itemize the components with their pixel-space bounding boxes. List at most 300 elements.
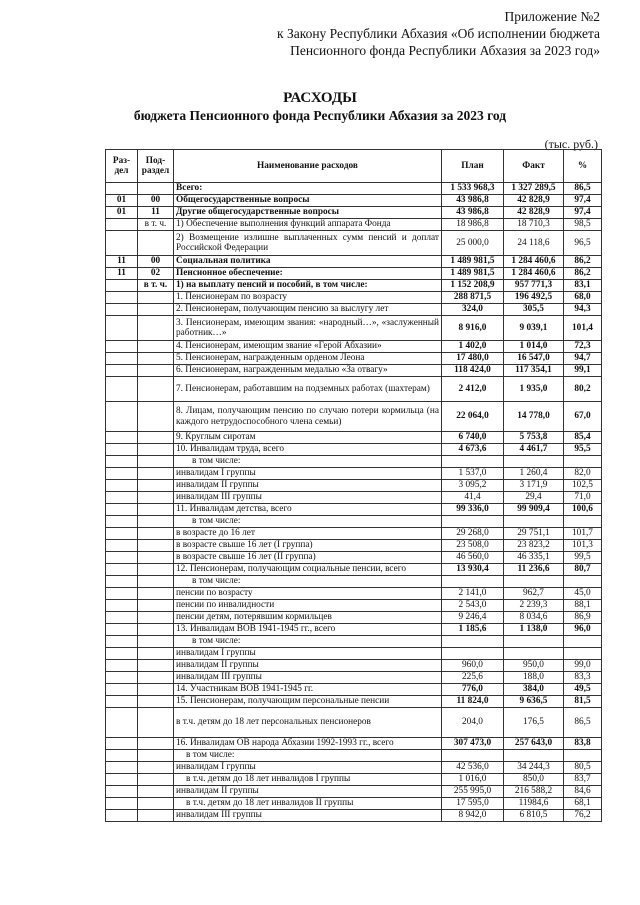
plan-cell: 1 152 208,9 bbox=[442, 280, 504, 292]
table-row bbox=[106, 292, 602, 304]
table-row bbox=[106, 612, 602, 624]
pct-cell: 80,5 bbox=[564, 762, 602, 774]
razdel-cell bbox=[106, 183, 138, 195]
podrazdel-cell bbox=[138, 341, 174, 353]
name-cell: инвалидам II группы bbox=[174, 480, 442, 492]
plan-cell: 1 016,0 bbox=[442, 774, 504, 786]
name-cell: в том числе: bbox=[174, 576, 442, 588]
pct-cell: 94,3 bbox=[564, 304, 602, 316]
header-plan: План bbox=[442, 150, 504, 183]
podrazdel-cell bbox=[138, 648, 174, 660]
name-cell: 4. Пенсионерам, имеющим звание «Герой Абхазии» bbox=[174, 341, 442, 353]
fact-cell: 2 239,3 bbox=[504, 600, 564, 612]
plan-cell: 18 986,8 bbox=[442, 219, 504, 231]
plan-cell: 99 336,0 bbox=[442, 504, 504, 516]
appendix-law-ref: к Закону Республики Абхазия «Об исполнении бюджета bbox=[277, 26, 600, 41]
razdel-cell bbox=[106, 341, 138, 353]
pct-cell: 97,4 bbox=[564, 207, 602, 219]
pct-cell: 83,8 bbox=[564, 738, 602, 750]
podrazdel-cell: 02 bbox=[138, 268, 174, 280]
fact-cell: 196 492,5 bbox=[504, 292, 564, 304]
pct-cell: 83,7 bbox=[564, 774, 602, 786]
name-cell: пенсии по инвалидности bbox=[174, 600, 442, 612]
name-cell: инвалидам II группы bbox=[174, 786, 442, 798]
pct-cell: 80,2 bbox=[564, 377, 602, 402]
plan-cell: 204,0 bbox=[442, 708, 504, 738]
razdel-cell bbox=[106, 280, 138, 292]
table-row bbox=[106, 444, 602, 456]
table-row bbox=[106, 588, 602, 600]
fact-cell: 24 118,6 bbox=[504, 231, 564, 256]
podrazdel-cell bbox=[138, 552, 174, 564]
table-row bbox=[106, 341, 602, 353]
razdel-cell bbox=[106, 528, 138, 540]
table-row bbox=[106, 183, 602, 195]
name-cell: инвалидам II группы bbox=[174, 660, 442, 672]
plan-cell: 3 095,2 bbox=[442, 480, 504, 492]
pct-cell bbox=[564, 648, 602, 660]
table-row bbox=[106, 504, 602, 516]
podrazdel-cell: 00 bbox=[138, 256, 174, 268]
pct-cell: 68,0 bbox=[564, 292, 602, 304]
header-razdel: Раз-дел bbox=[106, 150, 138, 183]
name-cell: Общегосударственные вопросы bbox=[174, 195, 442, 207]
table-row bbox=[106, 377, 602, 402]
table-row bbox=[106, 648, 602, 660]
table-row bbox=[106, 798, 602, 810]
razdel-cell bbox=[106, 762, 138, 774]
fact-cell: 29 751,1 bbox=[504, 528, 564, 540]
podrazdel-cell bbox=[138, 708, 174, 738]
razdel-cell bbox=[106, 810, 138, 822]
name-cell: 1) Обеспечение выполнения функций аппарата Фонда bbox=[174, 219, 442, 231]
podrazdel-cell bbox=[138, 540, 174, 552]
fact-cell: 850,0 bbox=[504, 774, 564, 786]
podrazdel-cell: в т. ч. bbox=[138, 219, 174, 231]
podrazdel-cell bbox=[138, 528, 174, 540]
podrazdel-cell bbox=[138, 377, 174, 402]
table-row bbox=[106, 219, 602, 231]
fact-cell bbox=[504, 456, 564, 468]
razdel-cell: 11 bbox=[106, 268, 138, 280]
podrazdel-cell bbox=[138, 504, 174, 516]
table-row bbox=[106, 786, 602, 798]
name-cell: в том числе: bbox=[174, 456, 442, 468]
plan-cell bbox=[442, 516, 504, 528]
podrazdel-cell bbox=[138, 672, 174, 684]
appendix-header bbox=[180, 8, 600, 59]
pct-cell: 95,5 bbox=[564, 444, 602, 456]
header-pct: % bbox=[564, 150, 602, 183]
podrazdel-cell bbox=[138, 353, 174, 365]
fact-cell: 5 753,8 bbox=[504, 432, 564, 444]
header-name: Наименование расходов bbox=[174, 150, 442, 183]
name-cell: 8. Лицам, получающим пенсию по случаю потери кормильца (на каждого нетрудоспособного члена семьи) bbox=[174, 402, 442, 432]
fact-cell: 950,0 bbox=[504, 660, 564, 672]
pct-cell: 86,5 bbox=[564, 183, 602, 195]
razdel-cell bbox=[106, 444, 138, 456]
plan-cell: 23 508,0 bbox=[442, 540, 504, 552]
pct-cell: 71,0 bbox=[564, 492, 602, 504]
razdel-cell bbox=[106, 432, 138, 444]
plan-cell: 46 560,0 bbox=[442, 552, 504, 564]
fact-cell: 4 461,7 bbox=[504, 444, 564, 456]
pct-cell: 88,1 bbox=[564, 600, 602, 612]
razdel-cell bbox=[106, 576, 138, 588]
fact-cell: 42 828,9 bbox=[504, 195, 564, 207]
podrazdel-cell bbox=[138, 684, 174, 696]
pct-cell bbox=[564, 456, 602, 468]
table-row bbox=[106, 564, 602, 576]
podrazdel-cell bbox=[138, 304, 174, 316]
plan-cell bbox=[442, 456, 504, 468]
razdel-cell bbox=[106, 365, 138, 377]
fact-cell: 42 828,9 bbox=[504, 207, 564, 219]
fact-cell: 305,5 bbox=[504, 304, 564, 316]
pct-cell: 101,4 bbox=[564, 316, 602, 341]
fact-cell: 1 935,0 bbox=[504, 377, 564, 402]
name-cell: 11. Инвалидам детства, всего bbox=[174, 504, 442, 516]
pct-cell bbox=[564, 636, 602, 648]
podrazdel-cell bbox=[138, 576, 174, 588]
razdel-cell: 01 bbox=[106, 195, 138, 207]
fact-cell: 1 014,0 bbox=[504, 341, 564, 353]
pct-cell: 99,5 bbox=[564, 552, 602, 564]
appendix-number: Приложение №2 bbox=[504, 9, 600, 24]
pct-cell: 100,6 bbox=[564, 504, 602, 516]
podrazdel-cell bbox=[138, 480, 174, 492]
podrazdel-cell bbox=[138, 444, 174, 456]
podrazdel-cell bbox=[138, 696, 174, 708]
fact-cell: 23 823,2 bbox=[504, 540, 564, 552]
pct-cell: 97,4 bbox=[564, 195, 602, 207]
fact-cell: 3 171,9 bbox=[504, 480, 564, 492]
plan-cell: 307 473,0 bbox=[442, 738, 504, 750]
podrazdel-cell bbox=[138, 468, 174, 480]
document-title: РАСХОДЫ bbox=[283, 90, 357, 106]
razdel-cell bbox=[106, 456, 138, 468]
fact-cell: 1 284 460,6 bbox=[504, 256, 564, 268]
pct-cell: 94,7 bbox=[564, 353, 602, 365]
razdel-cell bbox=[106, 540, 138, 552]
name-cell: 14. Участникам ВОВ 1941-1945 гг. bbox=[174, 684, 442, 696]
table-row bbox=[106, 365, 602, 377]
plan-cell: 22 064,0 bbox=[442, 402, 504, 432]
fact-cell: 99 909,4 bbox=[504, 504, 564, 516]
pct-cell: 86,5 bbox=[564, 708, 602, 738]
table-row bbox=[106, 552, 602, 564]
name-cell: 1) на выплату пенсий и пособий, в том числе: bbox=[174, 280, 442, 292]
name-cell: 5. Пенсионерам, награжденным орденом Леона bbox=[174, 353, 442, 365]
razdel-cell bbox=[106, 316, 138, 341]
fact-cell: 34 244,3 bbox=[504, 762, 564, 774]
pct-cell: 101,3 bbox=[564, 540, 602, 552]
razdel-cell bbox=[106, 552, 138, 564]
razdel-cell bbox=[106, 786, 138, 798]
fact-cell: 1 138,0 bbox=[504, 624, 564, 636]
podrazdel-cell bbox=[138, 762, 174, 774]
pct-cell: 76,2 bbox=[564, 810, 602, 822]
table-row bbox=[106, 304, 602, 316]
fact-cell: 18 710,3 bbox=[504, 219, 564, 231]
name-cell: в том числе: bbox=[174, 750, 442, 762]
pct-cell: 85,4 bbox=[564, 432, 602, 444]
name-cell: в возрасте свыше 16 лет (I группа) bbox=[174, 540, 442, 552]
plan-cell: 324,0 bbox=[442, 304, 504, 316]
plan-cell: 960,0 bbox=[442, 660, 504, 672]
razdel-cell bbox=[106, 696, 138, 708]
table-header-row bbox=[106, 150, 602, 183]
podrazdel-cell bbox=[138, 738, 174, 750]
table-row bbox=[106, 402, 602, 432]
pct-cell: 68,1 bbox=[564, 798, 602, 810]
razdel-cell bbox=[106, 564, 138, 576]
plan-cell: 9 246,4 bbox=[442, 612, 504, 624]
plan-cell: 8 942,0 bbox=[442, 810, 504, 822]
table-row bbox=[106, 600, 602, 612]
plan-cell: 288 871,5 bbox=[442, 292, 504, 304]
fact-cell: 8 034,6 bbox=[504, 612, 564, 624]
name-cell: 2) Возмещение излишне выплаченных сумм пенсий и доплат Российской Федерации bbox=[174, 231, 442, 256]
plan-cell: 13 930,4 bbox=[442, 564, 504, 576]
plan-cell: 1 489 981,5 bbox=[442, 256, 504, 268]
name-cell: 15. Пенсионерам, получающим персональные пенсии bbox=[174, 696, 442, 708]
pct-cell: 67,0 bbox=[564, 402, 602, 432]
name-cell: 1. Пенсионерам по возрасту bbox=[174, 292, 442, 304]
plan-cell: 43 986,8 bbox=[442, 195, 504, 207]
name-cell: в т.ч. детям до 18 лет инвалидов II группы bbox=[174, 798, 442, 810]
table-row bbox=[106, 636, 602, 648]
fact-cell: 384,0 bbox=[504, 684, 564, 696]
table-row bbox=[106, 684, 602, 696]
fact-cell: 14 778,0 bbox=[504, 402, 564, 432]
table-row bbox=[106, 468, 602, 480]
fact-cell: 9 636,5 bbox=[504, 696, 564, 708]
name-cell: в т.ч. детям до 18 лет персональных пенсионеров bbox=[174, 708, 442, 738]
podrazdel-cell bbox=[138, 402, 174, 432]
podrazdel-cell bbox=[138, 516, 174, 528]
table-row bbox=[106, 750, 602, 762]
name-cell: инвалидам III группы bbox=[174, 672, 442, 684]
pct-cell: 96,0 bbox=[564, 624, 602, 636]
podrazdel-cell bbox=[138, 492, 174, 504]
podrazdel-cell bbox=[138, 600, 174, 612]
plan-cell: 1 402,0 bbox=[442, 341, 504, 353]
name-cell: в возрасте до 16 лет bbox=[174, 528, 442, 540]
table-row bbox=[106, 528, 602, 540]
name-cell: Другие общегосударственные вопросы bbox=[174, 207, 442, 219]
fact-cell: 29,4 bbox=[504, 492, 564, 504]
table-row bbox=[106, 207, 602, 219]
header-podrazdel: Под-раздел bbox=[138, 150, 174, 183]
razdel-cell: 01 bbox=[106, 207, 138, 219]
name-cell: пенсии по возрасту bbox=[174, 588, 442, 600]
podrazdel-cell bbox=[138, 750, 174, 762]
podrazdel-cell bbox=[138, 786, 174, 798]
name-cell: 3. Пенсионерам, имеющим звания: «народный…», «заслуженный работник…» bbox=[174, 316, 442, 341]
name-cell: инвалидам I группы bbox=[174, 762, 442, 774]
name-cell: в том числе: bbox=[174, 636, 442, 648]
header-fact: Факт bbox=[504, 150, 564, 183]
name-cell: 10. Инвалидам труда, всего bbox=[174, 444, 442, 456]
pct-cell: 99,0 bbox=[564, 660, 602, 672]
plan-cell: 42 536,0 bbox=[442, 762, 504, 774]
fact-cell bbox=[504, 648, 564, 660]
podrazdel-cell: 11 bbox=[138, 207, 174, 219]
table-row bbox=[106, 480, 602, 492]
razdel-cell bbox=[106, 516, 138, 528]
fact-cell: 188,0 bbox=[504, 672, 564, 684]
pct-cell bbox=[564, 516, 602, 528]
pct-cell: 49,5 bbox=[564, 684, 602, 696]
table-row bbox=[106, 316, 602, 341]
plan-cell: 2 412,0 bbox=[442, 377, 504, 402]
podrazdel-cell bbox=[138, 774, 174, 786]
razdel-cell bbox=[106, 231, 138, 256]
plan-cell: 1 489 981,5 bbox=[442, 268, 504, 280]
pct-cell: 81,5 bbox=[564, 696, 602, 708]
name-cell: в том числе: bbox=[174, 516, 442, 528]
fact-cell: 46 335,1 bbox=[504, 552, 564, 564]
pct-cell: 72,3 bbox=[564, 341, 602, 353]
fact-cell: 176,5 bbox=[504, 708, 564, 738]
podrazdel-cell bbox=[138, 612, 174, 624]
razdel-cell bbox=[106, 292, 138, 304]
table-row bbox=[106, 492, 602, 504]
plan-cell: 43 986,8 bbox=[442, 207, 504, 219]
razdel-cell bbox=[106, 708, 138, 738]
razdel-cell bbox=[106, 377, 138, 402]
fact-cell bbox=[504, 516, 564, 528]
plan-cell: 1 537,0 bbox=[442, 468, 504, 480]
razdel-cell bbox=[106, 504, 138, 516]
table-row bbox=[106, 762, 602, 774]
pct-cell: 82,0 bbox=[564, 468, 602, 480]
fact-cell: 16 547,0 bbox=[504, 353, 564, 365]
table-row bbox=[106, 624, 602, 636]
razdel-cell bbox=[106, 636, 138, 648]
podrazdel-cell bbox=[138, 292, 174, 304]
plan-cell bbox=[442, 636, 504, 648]
razdel-cell bbox=[106, 738, 138, 750]
name-cell: 9. Круглым сиротам bbox=[174, 432, 442, 444]
plan-cell: 225,6 bbox=[442, 672, 504, 684]
name-cell: Пенсионное обеспечение: bbox=[174, 268, 442, 280]
pct-cell: 86,9 bbox=[564, 612, 602, 624]
podrazdel-cell bbox=[138, 365, 174, 377]
razdel-cell bbox=[106, 468, 138, 480]
razdel-cell bbox=[106, 750, 138, 762]
plan-cell: 6 740,0 bbox=[442, 432, 504, 444]
pct-cell: 45,0 bbox=[564, 588, 602, 600]
fact-cell: 6 810,5 bbox=[504, 810, 564, 822]
pct-cell: 101,7 bbox=[564, 528, 602, 540]
podrazdel-cell bbox=[138, 231, 174, 256]
pct-cell: 80,7 bbox=[564, 564, 602, 576]
pct-cell: 84,6 bbox=[564, 786, 602, 798]
podrazdel-cell bbox=[138, 456, 174, 468]
name-cell: инвалидам I группы bbox=[174, 468, 442, 480]
podrazdel-cell bbox=[138, 798, 174, 810]
table-row bbox=[106, 456, 602, 468]
table-row bbox=[106, 738, 602, 750]
razdel-cell bbox=[106, 612, 138, 624]
fact-cell: 216 588,2 bbox=[504, 786, 564, 798]
table-row bbox=[106, 810, 602, 822]
name-cell: инвалидам I группы bbox=[174, 648, 442, 660]
table-row bbox=[106, 256, 602, 268]
fact-cell: 11984,6 bbox=[504, 798, 564, 810]
table-row bbox=[106, 353, 602, 365]
plan-cell: 41,4 bbox=[442, 492, 504, 504]
table-row bbox=[106, 540, 602, 552]
appendix-law-ref-2: Пенсионного фонда Республики Абхазия за 2023 год» bbox=[290, 43, 600, 58]
razdel-cell bbox=[106, 774, 138, 786]
name-cell: 13. Инвалидам ВОВ 1941-1945 гг., всего bbox=[174, 624, 442, 636]
pct-cell bbox=[564, 576, 602, 588]
name-cell: инвалидам III группы bbox=[174, 492, 442, 504]
plan-cell: 776,0 bbox=[442, 684, 504, 696]
pct-cell: 83,3 bbox=[564, 672, 602, 684]
razdel-cell bbox=[106, 588, 138, 600]
pct-cell: 102,5 bbox=[564, 480, 602, 492]
plan-cell: 1 533 968,3 bbox=[442, 183, 504, 195]
table-row bbox=[106, 280, 602, 292]
document-subtitle: бюджета Пенсионного фонда Республики Абхазия за 2023 год bbox=[133, 108, 507, 123]
plan-cell: 17 595,0 bbox=[442, 798, 504, 810]
name-cell: пенсии детям, потерявшим кормильцев bbox=[174, 612, 442, 624]
razdel-cell bbox=[106, 480, 138, 492]
fact-cell: 1 260,4 bbox=[504, 468, 564, 480]
razdel-cell bbox=[106, 648, 138, 660]
podrazdel-cell: в т. ч. bbox=[138, 280, 174, 292]
table-row bbox=[106, 660, 602, 672]
razdel-cell bbox=[106, 304, 138, 316]
plan-cell: 17 480,0 bbox=[442, 353, 504, 365]
podrazdel-cell bbox=[138, 316, 174, 341]
table-row bbox=[106, 576, 602, 588]
table-row bbox=[106, 268, 602, 280]
razdel-cell bbox=[106, 684, 138, 696]
plan-cell: 29 268,0 bbox=[442, 528, 504, 540]
fact-cell: 1 327 289,5 bbox=[504, 183, 564, 195]
plan-cell: 1 185,6 bbox=[442, 624, 504, 636]
podrazdel-cell bbox=[138, 660, 174, 672]
podrazdel-cell bbox=[138, 564, 174, 576]
pct-cell: 83,1 bbox=[564, 280, 602, 292]
podrazdel-cell bbox=[138, 810, 174, 822]
expenses-table bbox=[105, 149, 602, 822]
units-label: (тыс. руб.) bbox=[544, 137, 598, 151]
fact-cell bbox=[504, 576, 564, 588]
plan-cell bbox=[442, 750, 504, 762]
table-row bbox=[106, 696, 602, 708]
razdel-cell bbox=[106, 353, 138, 365]
fact-cell: 257 643,0 bbox=[504, 738, 564, 750]
pct-cell bbox=[564, 750, 602, 762]
table-row bbox=[106, 672, 602, 684]
fact-cell bbox=[504, 636, 564, 648]
name-cell: 2. Пенсионерам, получающим пенсию за выслугу лет bbox=[174, 304, 442, 316]
name-cell: 7. Пенсионерам, работавшим на подземных работах (шахтерам) bbox=[174, 377, 442, 402]
razdel-cell bbox=[106, 492, 138, 504]
table-row bbox=[106, 432, 602, 444]
plan-cell: 255 995,0 bbox=[442, 786, 504, 798]
plan-cell: 2 543,0 bbox=[442, 600, 504, 612]
podrazdel-cell bbox=[138, 636, 174, 648]
podrazdel-cell bbox=[138, 432, 174, 444]
name-cell: инвалидам III группы bbox=[174, 810, 442, 822]
